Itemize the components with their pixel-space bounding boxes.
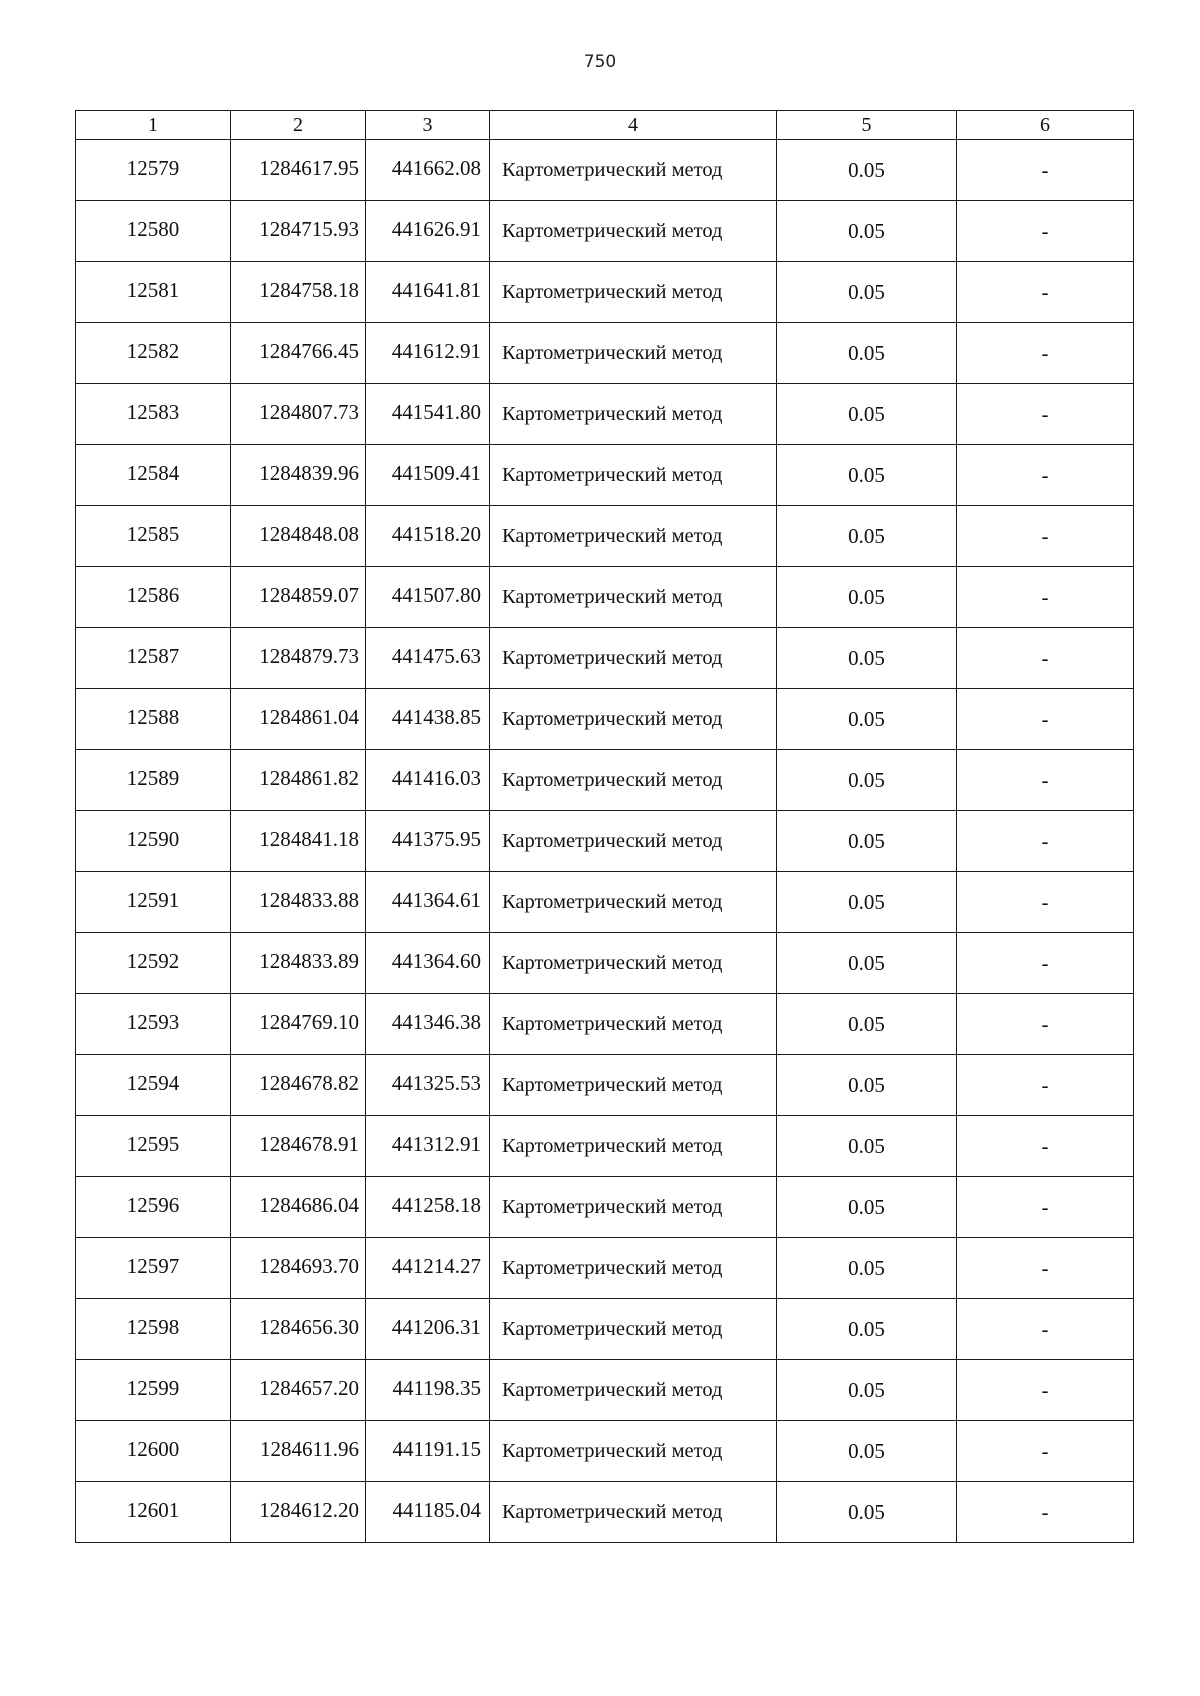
y-coordinate-cell: 441214.27: [366, 1238, 490, 1299]
column-header: 4: [490, 111, 777, 140]
note-cell: -: [957, 1360, 1134, 1421]
point-number-cell: 12597: [76, 1238, 231, 1299]
note-cell: -: [957, 872, 1134, 933]
table-row: [76, 933, 1134, 994]
accuracy-cell: 0.05: [777, 445, 957, 506]
x-coordinate-cell: 1284678.91: [231, 1116, 366, 1177]
x-coordinate-cell: 1284656.30: [231, 1299, 366, 1360]
y-coordinate-cell: 441325.53: [366, 1055, 490, 1116]
table-row: [76, 1116, 1134, 1177]
table-row: [76, 1177, 1134, 1238]
method-cell: Картометрический метод: [490, 628, 777, 689]
method-cell: Картометрический метод: [490, 933, 777, 994]
accuracy-cell: 0.05: [777, 811, 957, 872]
x-coordinate-cell: 1284859.07: [231, 567, 366, 628]
note-cell: -: [957, 933, 1134, 994]
y-coordinate-cell: 441312.91: [366, 1116, 490, 1177]
method-cell: Картометрический метод: [490, 384, 777, 445]
x-coordinate-cell: 1284769.10: [231, 994, 366, 1055]
point-number-cell: 12595: [76, 1116, 231, 1177]
x-coordinate-cell: 1284612.20: [231, 1482, 366, 1543]
accuracy-cell: 0.05: [777, 994, 957, 1055]
table-row: [76, 140, 1134, 201]
note-cell: -: [957, 445, 1134, 506]
y-coordinate-cell: 441438.85: [366, 689, 490, 750]
method-cell: Картометрический метод: [490, 1116, 777, 1177]
y-coordinate-cell: 441612.91: [366, 323, 490, 384]
x-coordinate-cell: 1284657.20: [231, 1360, 366, 1421]
note-cell: -: [957, 994, 1134, 1055]
y-coordinate-cell: 441507.80: [366, 567, 490, 628]
method-cell: Картометрический метод: [490, 1482, 777, 1543]
table-row: [76, 445, 1134, 506]
point-number-cell: 12599: [76, 1360, 231, 1421]
note-cell: -: [957, 567, 1134, 628]
point-number-cell: 12579: [76, 140, 231, 201]
coordinates-table: [75, 110, 1134, 1543]
table-row: [76, 994, 1134, 1055]
table-row: [76, 567, 1134, 628]
table-row: [76, 689, 1134, 750]
method-cell: Картометрический метод: [490, 1360, 777, 1421]
accuracy-cell: 0.05: [777, 567, 957, 628]
table-row: [76, 1482, 1134, 1543]
point-number-cell: 12591: [76, 872, 231, 933]
table-row: [76, 872, 1134, 933]
accuracy-cell: 0.05: [777, 201, 957, 262]
point-number-cell: 12596: [76, 1177, 231, 1238]
point-number-cell: 12592: [76, 933, 231, 994]
method-cell: Картометрический метод: [490, 1299, 777, 1360]
note-cell: -: [957, 1177, 1134, 1238]
point-number-cell: 12582: [76, 323, 231, 384]
x-coordinate-cell: 1284848.08: [231, 506, 366, 567]
y-coordinate-cell: 441416.03: [366, 750, 490, 811]
table-row: [76, 628, 1134, 689]
accuracy-cell: 0.05: [777, 506, 957, 567]
point-number-cell: 12589: [76, 750, 231, 811]
table-row: [76, 1421, 1134, 1482]
accuracy-cell: 0.05: [777, 628, 957, 689]
accuracy-cell: 0.05: [777, 1482, 957, 1543]
note-cell: -: [957, 1055, 1134, 1116]
method-cell: Картометрический метод: [490, 1238, 777, 1299]
y-coordinate-cell: 441509.41: [366, 445, 490, 506]
accuracy-cell: 0.05: [777, 1421, 957, 1482]
point-number-cell: 12587: [76, 628, 231, 689]
method-cell: Картометрический метод: [490, 140, 777, 201]
method-cell: Картометрический метод: [490, 1177, 777, 1238]
point-number-cell: 12580: [76, 201, 231, 262]
accuracy-cell: 0.05: [777, 1177, 957, 1238]
y-coordinate-cell: 441206.31: [366, 1299, 490, 1360]
y-coordinate-cell: 441185.04: [366, 1482, 490, 1543]
y-coordinate-cell: 441475.63: [366, 628, 490, 689]
method-cell: Картометрический метод: [490, 811, 777, 872]
method-cell: Картометрический метод: [490, 262, 777, 323]
y-coordinate-cell: 441191.15: [366, 1421, 490, 1482]
column-header: 2: [231, 111, 366, 140]
note-cell: -: [957, 262, 1134, 323]
accuracy-cell: 0.05: [777, 872, 957, 933]
accuracy-cell: 0.05: [777, 1360, 957, 1421]
point-number-cell: 12590: [76, 811, 231, 872]
note-cell: -: [957, 1238, 1134, 1299]
y-coordinate-cell: 441518.20: [366, 506, 490, 567]
accuracy-cell: 0.05: [777, 384, 957, 445]
y-coordinate-cell: 441641.81: [366, 262, 490, 323]
x-coordinate-cell: 1284693.70: [231, 1238, 366, 1299]
x-coordinate-cell: 1284833.88: [231, 872, 366, 933]
table-row: [76, 201, 1134, 262]
table-row: [76, 1055, 1134, 1116]
method-cell: Картометрический метод: [490, 1421, 777, 1482]
y-coordinate-cell: 441375.95: [366, 811, 490, 872]
table-row: [76, 1360, 1134, 1421]
method-cell: Картометрический метод: [490, 750, 777, 811]
point-number-cell: 12584: [76, 445, 231, 506]
y-coordinate-cell: 441626.91: [366, 201, 490, 262]
table-row: [76, 1299, 1134, 1360]
column-header: 5: [777, 111, 957, 140]
note-cell: -: [957, 384, 1134, 445]
note-cell: -: [957, 1299, 1134, 1360]
note-cell: -: [957, 323, 1134, 384]
method-cell: Картометрический метод: [490, 689, 777, 750]
column-header: 3: [366, 111, 490, 140]
method-cell: Картометрический метод: [490, 201, 777, 262]
x-coordinate-cell: 1284879.73: [231, 628, 366, 689]
point-number-cell: 12583: [76, 384, 231, 445]
x-coordinate-cell: 1284715.93: [231, 201, 366, 262]
page-number: 750: [583, 52, 617, 72]
note-cell: -: [957, 1482, 1134, 1543]
accuracy-cell: 0.05: [777, 1116, 957, 1177]
note-cell: -: [957, 1116, 1134, 1177]
note-cell: -: [957, 506, 1134, 567]
x-coordinate-cell: 1284617.95: [231, 140, 366, 201]
point-number-cell: 12600: [76, 1421, 231, 1482]
point-number-cell: 12593: [76, 994, 231, 1055]
y-coordinate-cell: 441541.80: [366, 384, 490, 445]
method-cell: Картометрический метод: [490, 506, 777, 567]
y-coordinate-cell: 441662.08: [366, 140, 490, 201]
accuracy-cell: 0.05: [777, 750, 957, 811]
accuracy-cell: 0.05: [777, 1238, 957, 1299]
accuracy-cell: 0.05: [777, 323, 957, 384]
method-cell: Картометрический метод: [490, 567, 777, 628]
note-cell: -: [957, 689, 1134, 750]
table-row: [76, 262, 1134, 323]
point-number-cell: 12581: [76, 262, 231, 323]
accuracy-cell: 0.05: [777, 140, 957, 201]
x-coordinate-cell: 1284807.73: [231, 384, 366, 445]
point-number-cell: 12594: [76, 1055, 231, 1116]
note-cell: -: [957, 140, 1134, 201]
point-number-cell: 12601: [76, 1482, 231, 1543]
x-coordinate-cell: 1284841.18: [231, 811, 366, 872]
method-cell: Картометрический метод: [490, 994, 777, 1055]
y-coordinate-cell: 441364.60: [366, 933, 490, 994]
method-cell: Картометрический метод: [490, 872, 777, 933]
table-header-row: [76, 111, 1134, 140]
x-coordinate-cell: 1284678.82: [231, 1055, 366, 1116]
accuracy-cell: 0.05: [777, 262, 957, 323]
note-cell: -: [957, 750, 1134, 811]
table-row: [76, 750, 1134, 811]
table-row: [76, 1238, 1134, 1299]
x-coordinate-cell: 1284833.89: [231, 933, 366, 994]
point-number-cell: 12588: [76, 689, 231, 750]
column-header: 6: [957, 111, 1134, 140]
x-coordinate-cell: 1284766.45: [231, 323, 366, 384]
column-header: 1: [76, 111, 231, 140]
y-coordinate-cell: 441258.18: [366, 1177, 490, 1238]
x-coordinate-cell: 1284861.82: [231, 750, 366, 811]
accuracy-cell: 0.05: [777, 689, 957, 750]
table-row: [76, 811, 1134, 872]
x-coordinate-cell: 1284611.96: [231, 1421, 366, 1482]
y-coordinate-cell: 441346.38: [366, 994, 490, 1055]
table-row: [76, 323, 1134, 384]
method-cell: Картометрический метод: [490, 323, 777, 384]
table-row: [76, 384, 1134, 445]
x-coordinate-cell: 1284839.96: [231, 445, 366, 506]
note-cell: -: [957, 201, 1134, 262]
note-cell: -: [957, 628, 1134, 689]
accuracy-cell: 0.05: [777, 1055, 957, 1116]
y-coordinate-cell: 441364.61: [366, 872, 490, 933]
accuracy-cell: 0.05: [777, 1299, 957, 1360]
method-cell: Картометрический метод: [490, 445, 777, 506]
note-cell: -: [957, 811, 1134, 872]
note-cell: -: [957, 1421, 1134, 1482]
x-coordinate-cell: 1284686.04: [231, 1177, 366, 1238]
y-coordinate-cell: 441198.35: [366, 1360, 490, 1421]
point-number-cell: 12585: [76, 506, 231, 567]
x-coordinate-cell: 1284758.18: [231, 262, 366, 323]
x-coordinate-cell: 1284861.04: [231, 689, 366, 750]
point-number-cell: 12586: [76, 567, 231, 628]
point-number-cell: 12598: [76, 1299, 231, 1360]
method-cell: Картометрический метод: [490, 1055, 777, 1116]
accuracy-cell: 0.05: [777, 933, 957, 994]
table-row: [76, 506, 1134, 567]
table-body: [76, 140, 1134, 1543]
